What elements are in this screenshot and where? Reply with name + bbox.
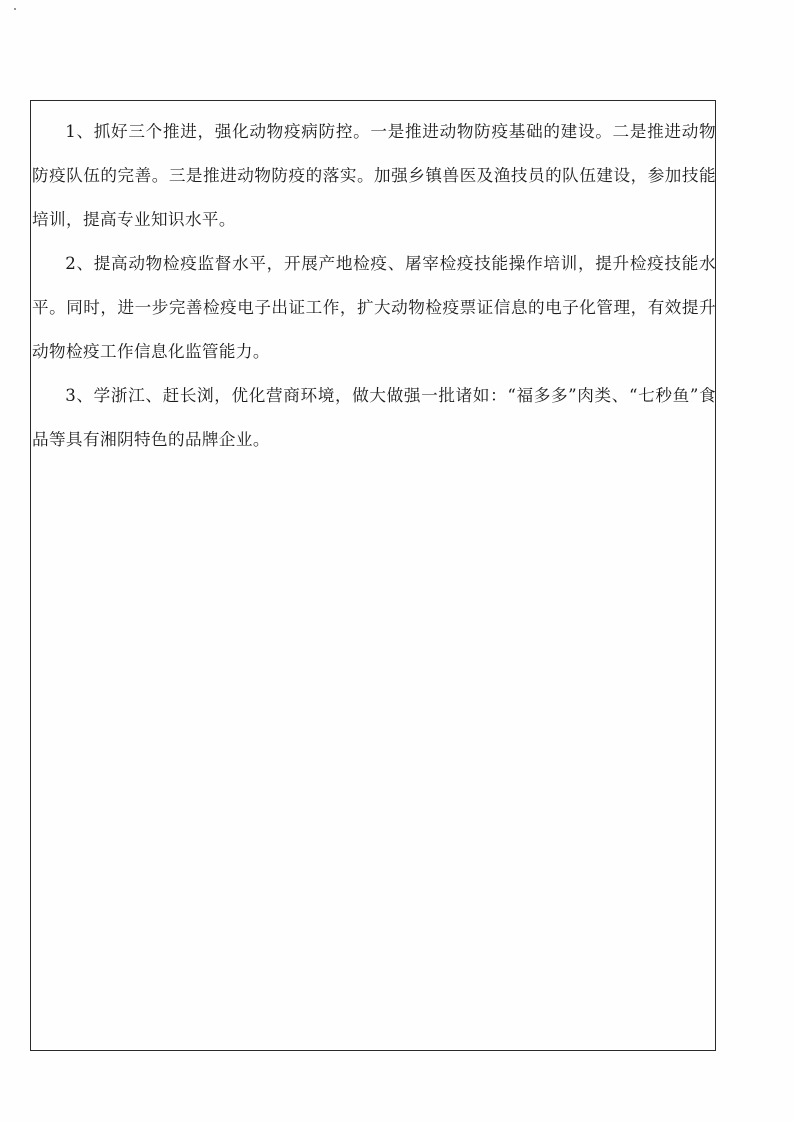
paragraph-3: 3、学浙江、赶长浏，优化营商环境，做大做强一批诸如：“福多多”肉类、“七秒鱼”食品等具有湘阴特色的品牌企业。	[32, 386, 716, 449]
paragraph-2: 2、提高动物检疫监督水平，开展产地检疫、屠宰检疫技能操作培训，提升检疫技能水平。同时，进一步完善检疫电子出证工作，扩大动物检疫票证信息的电子化管理，有效提升动物检疫工作信息化监管能力。	[32, 254, 716, 361]
scan-speck	[14, 8, 16, 10]
paragraph-1: 1、抓好三个推进，强化动物疫病防控。一是推进动物防疫基础的建设。二是推进动物防疫队伍的完善。三是推进动物防疫的落实。加强乡镇兽医及渔技员的队伍建设，参加技能培训，提高专业知识水平。	[32, 122, 716, 229]
document-body	[32, 110, 716, 462]
